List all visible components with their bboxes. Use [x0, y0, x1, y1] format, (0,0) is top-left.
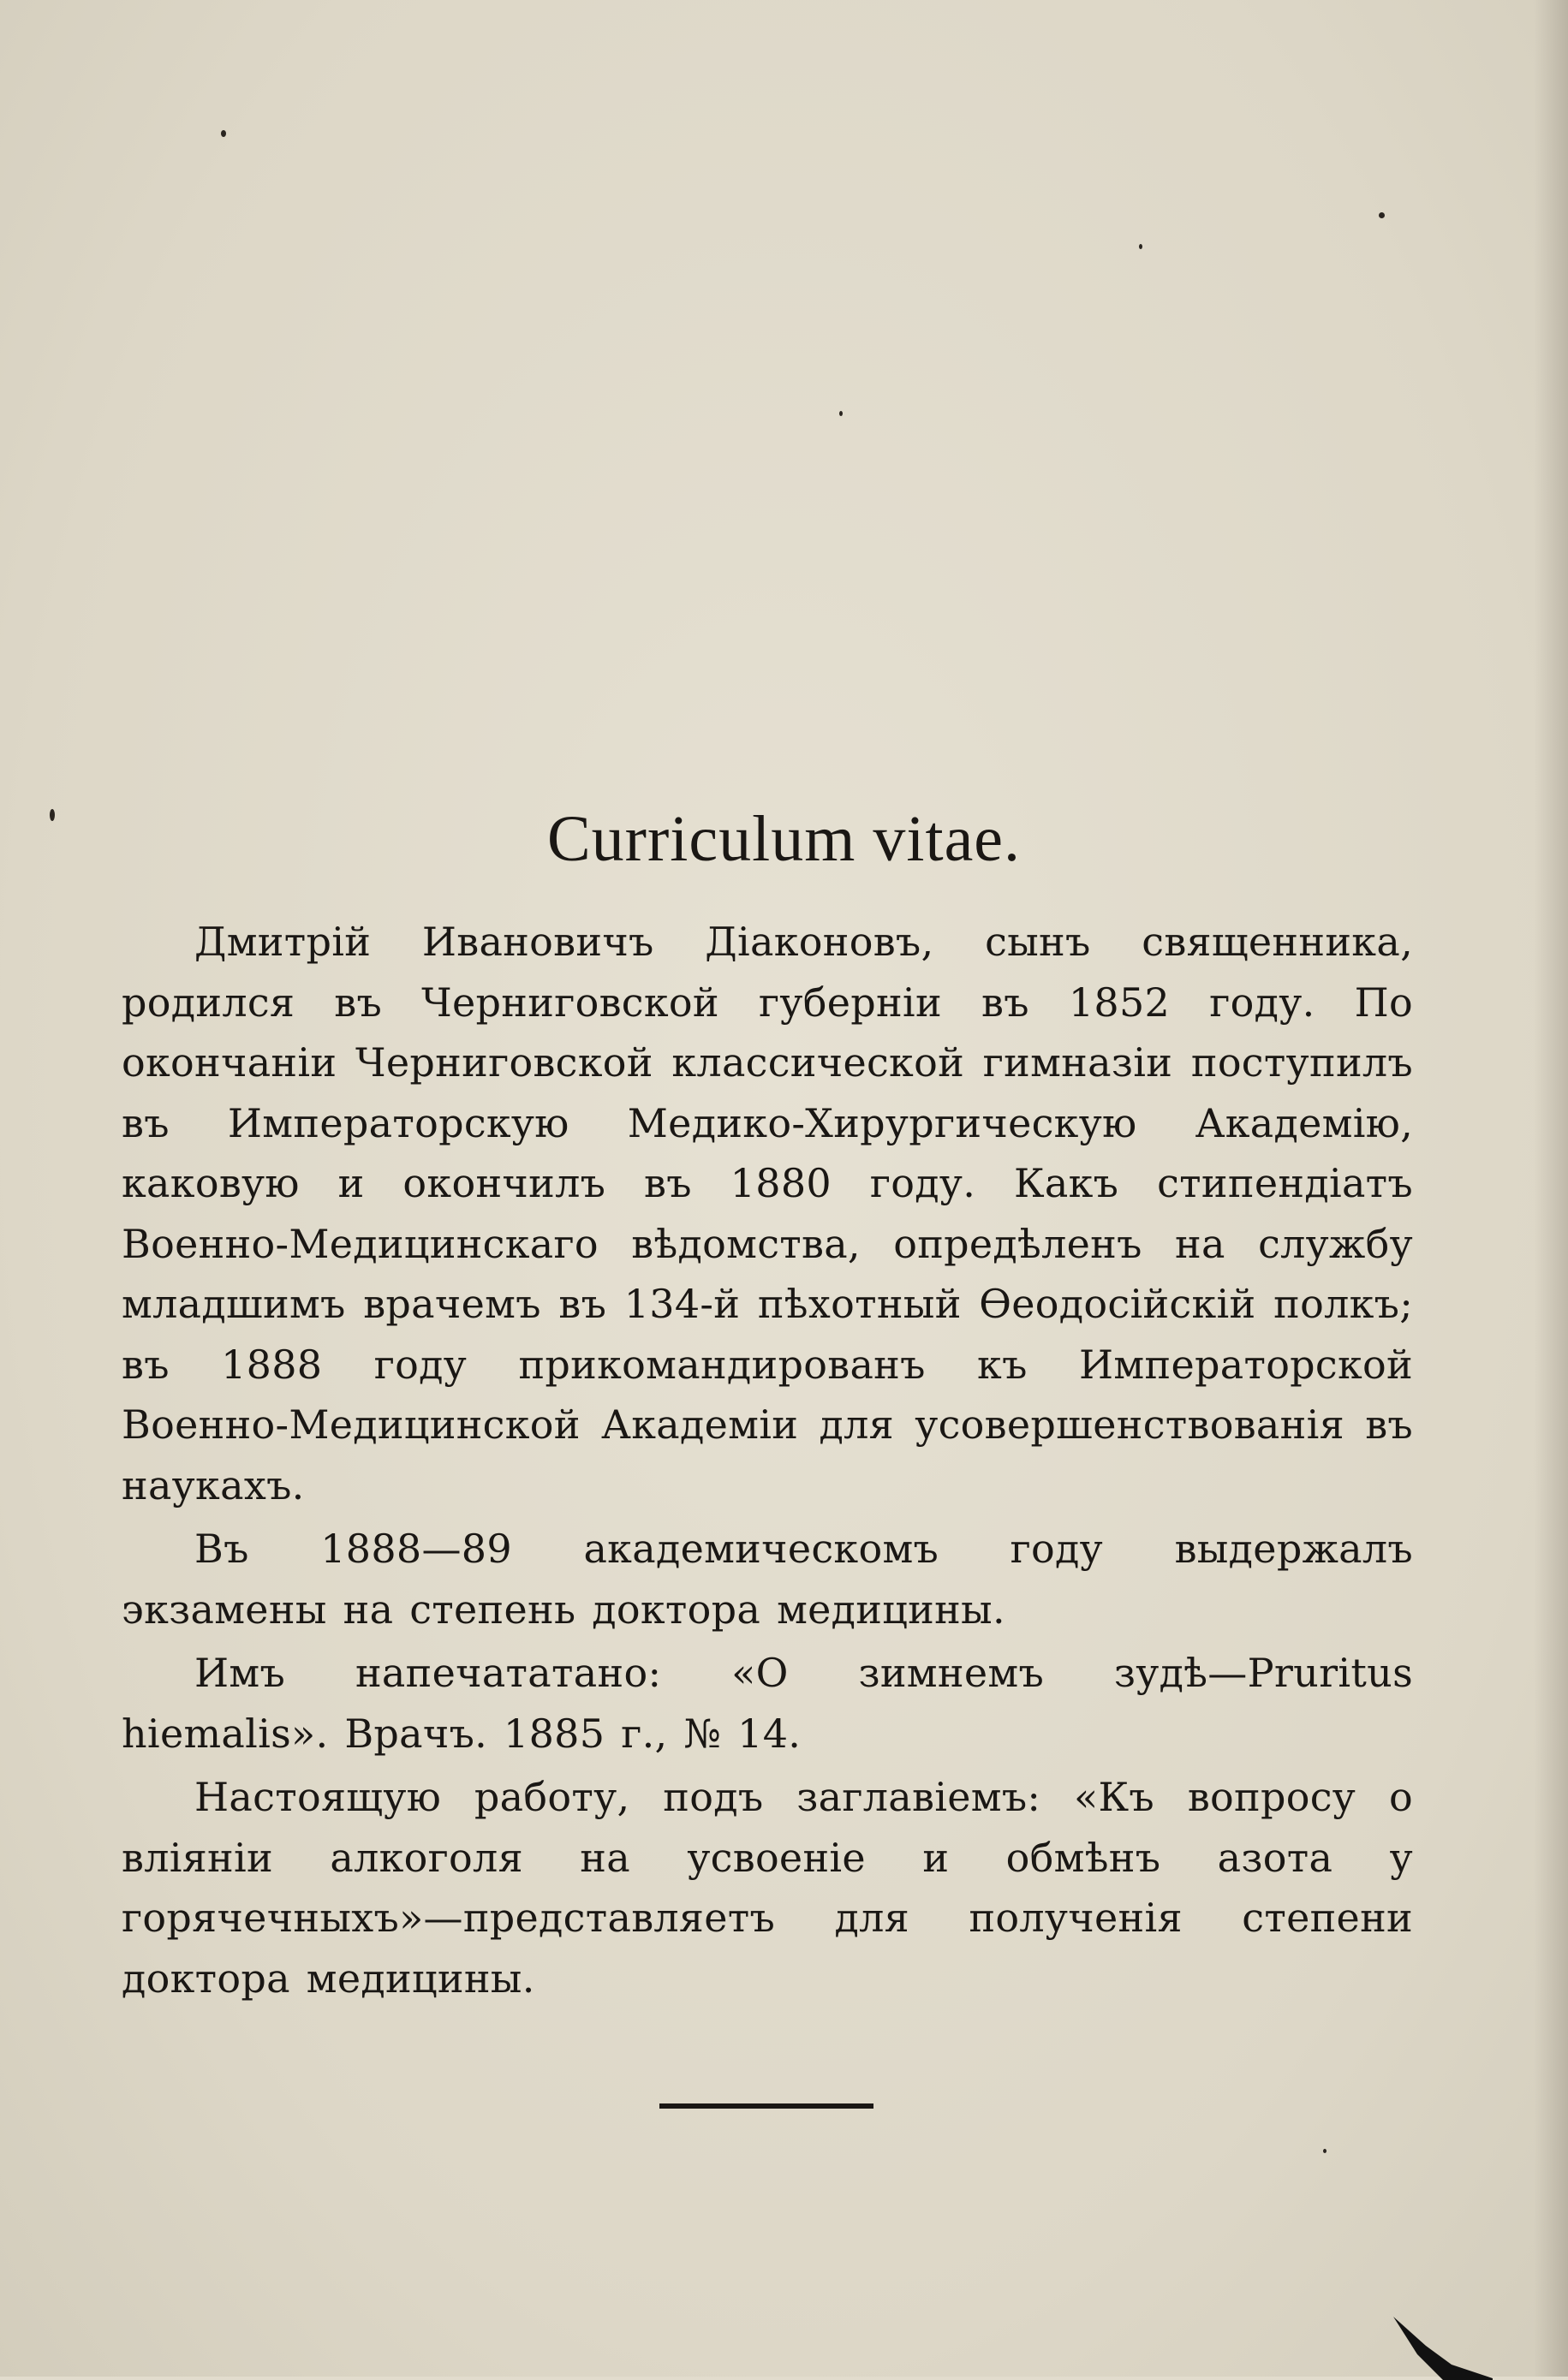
print-speck — [1379, 212, 1385, 218]
paragraph-publications: Имъ напечататано: «О зимнемъ зудѣ—Pruritus hiemalis». Врачъ. 1885 г., № 14. — [122, 1650, 1413, 1757]
section-divider — [659, 2103, 873, 2109]
paragraph-dissertation: Настоящую работу, подъ заглавіемъ: «Къ вопросу о вліяніи алкоголя на усвоеніе и обмѣнъ азота у горячечныхъ»—представляетъ для полученія степени доктора медицины. — [122, 1774, 1413, 2002]
print-speck — [1139, 244, 1142, 249]
page-title: Curriculum vitae. — [546, 803, 1022, 875]
print-speck — [221, 130, 226, 137]
paragraph-exams: Въ 1888—89 академическомъ году выдержалъ экзамены на степень доктора медицины. — [122, 1526, 1413, 1633]
paragraph-biography: Дмитрій Ивановичъ Діаконовъ, сынъ священника, родился въ Черниговской губерніи въ 1852 году. По окончаніи Черниговской классической гимназіи поступилъ въ Императорскую Медико-Хирургическую Академію, каковую и окончилъ въ 1880 году. Какъ стипендіатъ Военно-Медицинскаго вѣдомства, опредѣленъ на службу младшимъ врачемъ въ 134-й пѣхотный Ѳеодосійскій полкъ; въ 1888 году прикомандированъ къ Императорской Военно-Медицинской Академіи для усовершенствованія въ наукахъ. — [122, 919, 1413, 1508]
corner-ink-mark — [1392, 2312, 1494, 2380]
print-speck — [839, 411, 843, 416]
print-speck — [1323, 2149, 1327, 2153]
body-text — [122, 912, 1413, 2012]
page-edge-shadow — [1534, 0, 1568, 2377]
